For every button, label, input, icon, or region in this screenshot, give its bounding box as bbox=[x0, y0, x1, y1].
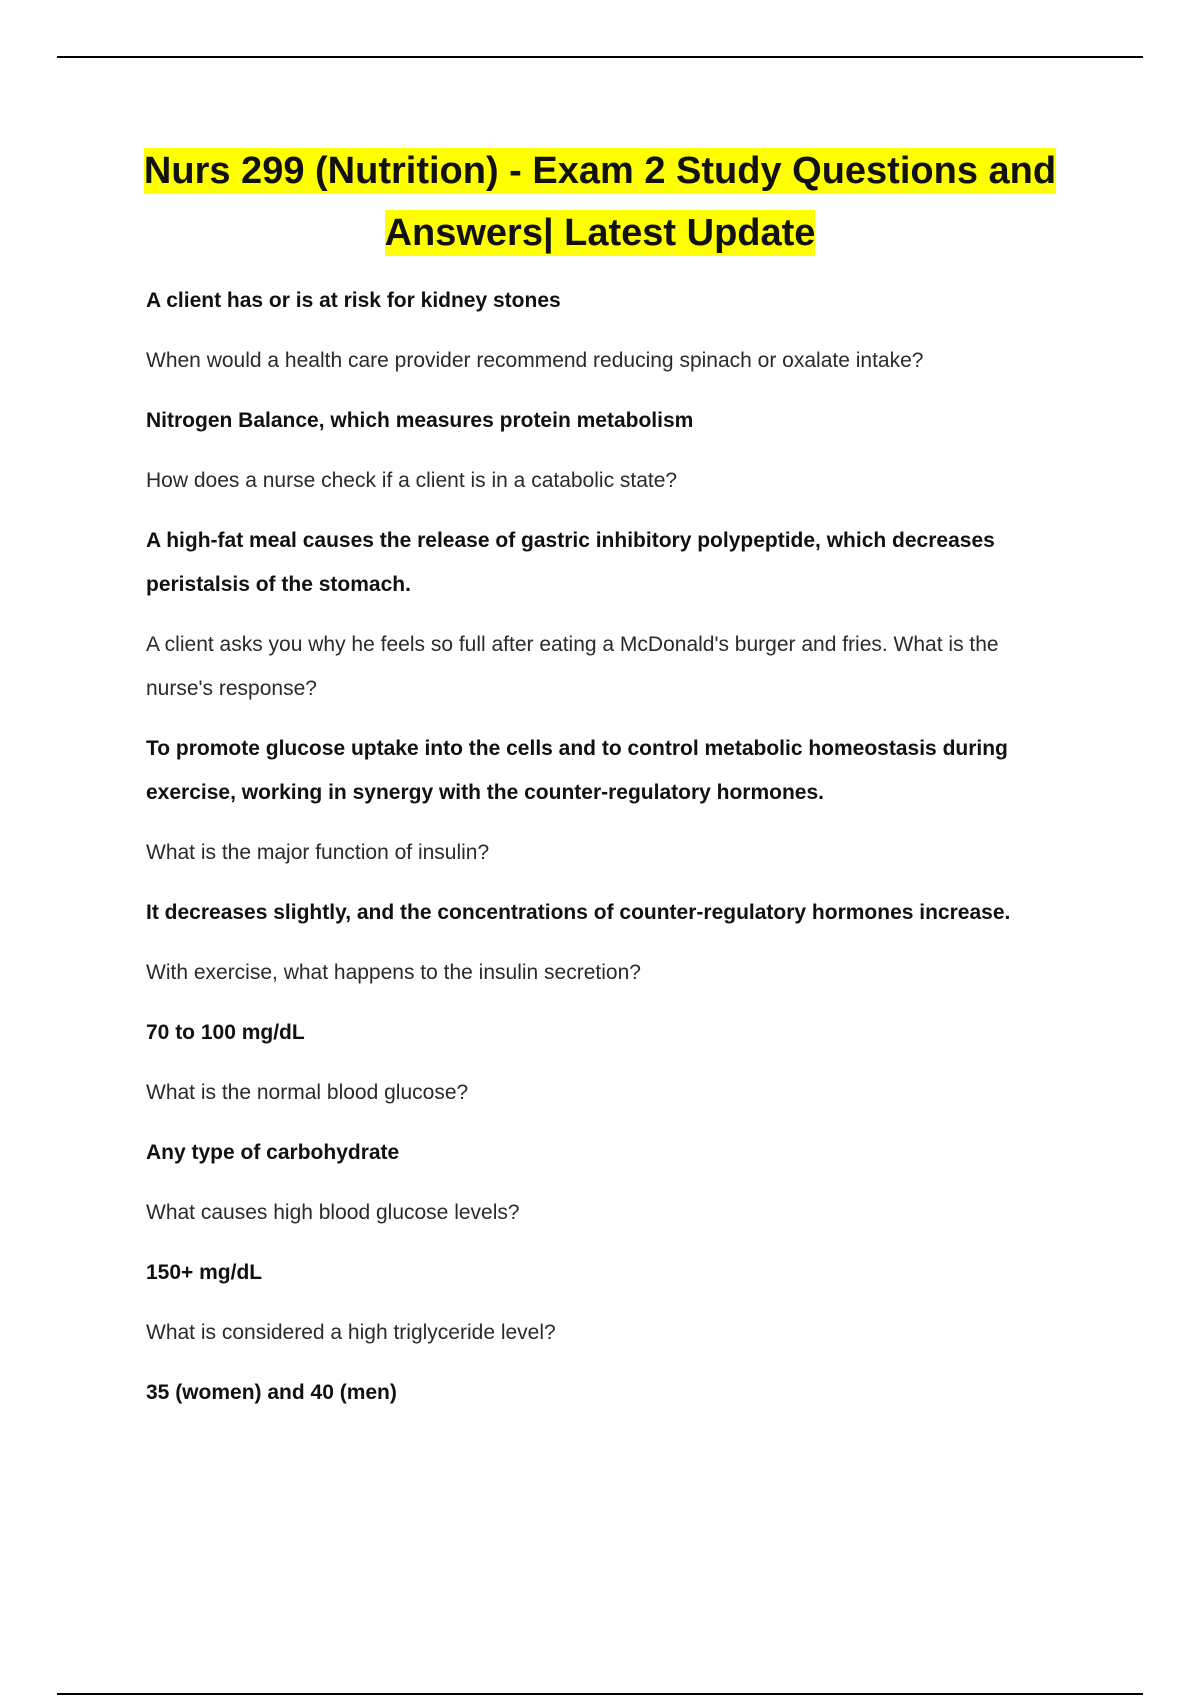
question-text: How does a nurse check if a client is in a catabolic state? bbox=[146, 469, 678, 492]
answer-text: It decreases slightly, and the concentrations of counter-regulatory hormones increase. bbox=[146, 901, 1011, 924]
answer-text: A client has or is at risk for kidney stones bbox=[146, 289, 561, 312]
top-divider bbox=[57, 56, 1143, 58]
question-text: What is the normal blood glucose? bbox=[146, 1081, 469, 1104]
answer-text: A high-fat meal causes the release of gastric inhibitory polypeptide, which decreases peristalsis of the stomach. bbox=[146, 529, 995, 596]
question-text: When would a health care provider recommend reducing spinach or oxalate intake? bbox=[146, 349, 924, 372]
bottom-divider bbox=[57, 1693, 1143, 1695]
question-text: What is the major function of insulin? bbox=[146, 841, 490, 864]
question-text: What causes high blood glucose levels? bbox=[146, 1201, 520, 1224]
document-title bbox=[100, 140, 1100, 264]
answer-text: 70 to 100 mg/dL bbox=[146, 1021, 305, 1044]
answer-text: 35 (women) and 40 (men) bbox=[146, 1381, 397, 1404]
answer-text: 150+ mg/dL bbox=[146, 1261, 263, 1284]
answer-text: Nitrogen Balance, which measures protein metabolism bbox=[146, 409, 694, 432]
question-text: A client asks you why he feels so full after eating a McDonald's burger and fries. What is the nurse's response? bbox=[146, 633, 999, 700]
answer-text: To promote glucose uptake into the cells and to control metabolic homeostasis during exercise, working in synergy with the counter-regulatory hormones. bbox=[146, 737, 1008, 804]
qa-list bbox=[146, 279, 1066, 1431]
question-text: What is considered a high triglyceride level? bbox=[146, 1321, 556, 1344]
answer-text: Any type of carbohydrate bbox=[146, 1141, 400, 1164]
title-highlight: Nurs 299 (Nutrition) - Exam 2 Study Questions and Answers| Latest Update bbox=[143, 150, 1057, 254]
question-text: With exercise, what happens to the insulin secretion? bbox=[146, 961, 641, 984]
